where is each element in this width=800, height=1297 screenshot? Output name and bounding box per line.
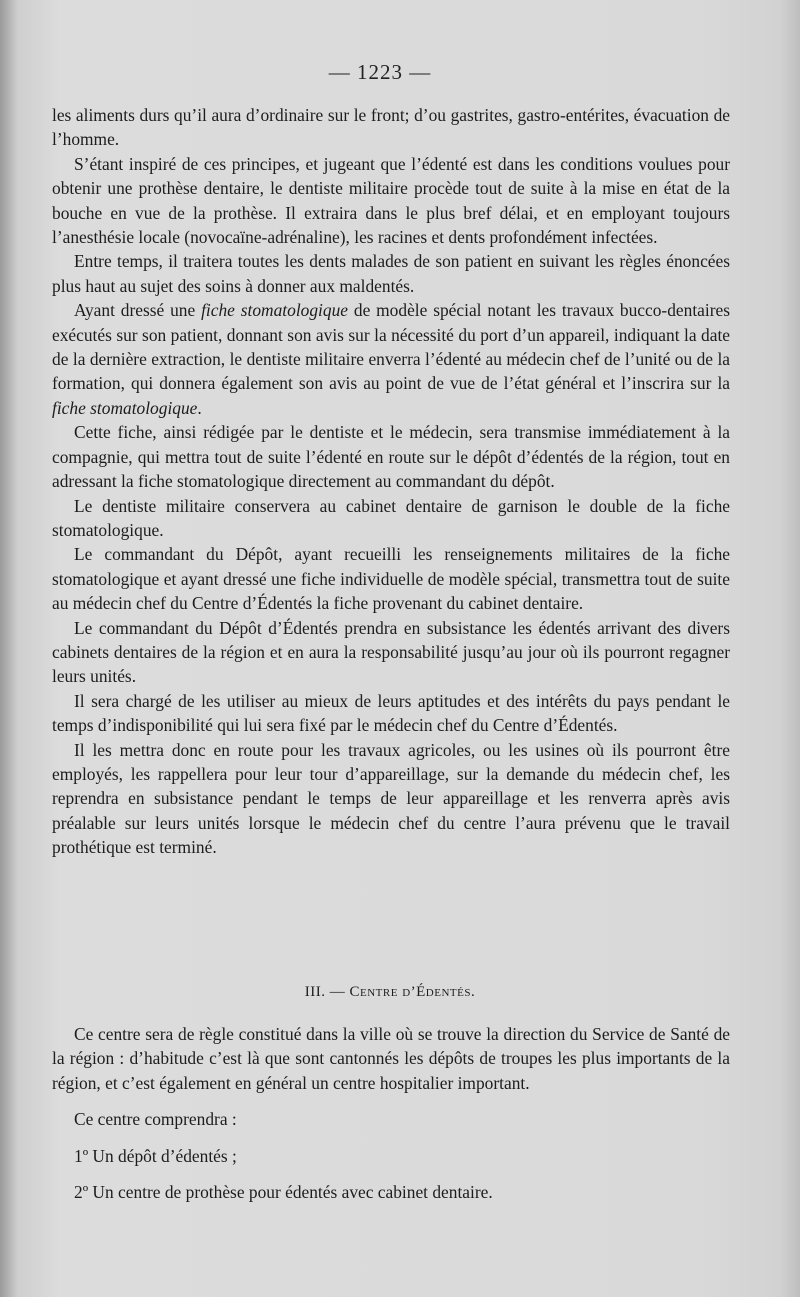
paragraph: Le commandant du Dépôt d’Édentés prendra en subsistance les édentés arrivant des divers cabinets dentaires de la région et en aura la responsabilité jusqu’au jour où ils pourront regagner leurs unités.: [52, 617, 730, 687]
paragraph-text: Ayant dressé une: [74, 300, 202, 321]
list-item: 1º Un dépôt d’édentés ;: [74, 1145, 237, 1166]
paragraph: Le commandant du Dépôt, ayant recueilli les renseignements militaires de la fiche stomatologique et ayant dressé une fiche individuelle de modèle spécial, transmettra tout de suite au médecin chef du Centre d’Édentés la fiche provenant du cabinet dentaire.: [52, 544, 730, 614]
paragraph: S’étant inspiré de ces principes, et jugeant que l’édenté est dans les conditions voulues pour obtenir une prothèse dentaire, le dentiste militaire procède tout de suite à la mise en état de la bouche en vue de la prothèse. Il extraira dans le plus bref délai, et en employant toujours l’anesthésie locale (novocaïne-adrénaline), les racines et dents profondément infectées.: [52, 153, 730, 248]
paragraph: Ce centre sera de règle constitué dans la ville où se trouve la direction du Service de Santé de la région : d’habitude c’est là que sont cantonnés les dépôts de troupes les plus importants de la région, et c’est également en général un centre hospitalier important.: [52, 1024, 730, 1093]
paragraph: les aliments durs qu’il aura d’ordinaire sur le front; d’ou gastrites, gastro-entérites, évacuation de l’homme.: [52, 105, 730, 150]
paragraph: Entre temps, il traitera toutes les dents malades de son patient en suivant les règles énoncées plus haut au sujet des soins à donner aux maldentés.: [52, 251, 730, 296]
paragraph: Il les mettra donc en route pour les travaux agricoles, ou les usines où ils pourront être employés, les rappellera pour leur tour d’appareillage, sur la demande du médecin chef, les reprendra en subsistance pendant le temps de leur appareillage et les renverra après avis préalable sur leurs unités lorsque le médecin chef du centre l’aura prévenu que le travail prothétique est terminé.: [52, 739, 730, 858]
page-number: — 1223 —: [328, 60, 432, 84]
body-text: [52, 103, 730, 860]
section-numeral: III. —: [304, 984, 346, 1000]
paragraph: Le dentiste militaire conservera au cabinet dentaire de garnison le double de la fiche stomatologique.: [52, 495, 730, 540]
paragraph: Ce centre comprendra :: [74, 1109, 237, 1130]
italic-term: fiche stomatologique: [52, 397, 198, 418]
paragraph-text: de modèle spécial notant les travaux bucco-dentaires exécutés sur son patient, donnant son avis sur la nécessité du port d’un appareil, indiquant la date de la dernière extraction, le dentiste militaire enverra l’édenté au médecin chef de l’unité ou de la formation, qui donnera également son avis au point de vue de l’état général et l’inscrira sur la: [52, 300, 730, 394]
paragraph-text: .: [197, 397, 202, 418]
paragraph: Cette fiche, ainsi rédigée par le dentiste et le médecin, sera transmise immédiatement à la compagnie, qui mettra tout de suite l’édenté en route sur le dépôt d’édentés de la région, tout en adressant la fiche stomatologique directement au commandant du dépôt.: [52, 422, 730, 492]
paragraph: [52, 298, 730, 420]
italic-term: fiche stomatologique: [201, 300, 348, 321]
list-item: 2º Un centre de prothèse pour édentés avec cabinet dentaire.: [74, 1182, 493, 1203]
paragraph: Il sera chargé de les utiliser au mieux de leurs aptitudes et des intérêts du pays pendant le temps d’indisponibilité qui lui sera fixé par le médecin chef du Centre d’Édentés.: [52, 690, 730, 736]
section-title: Centre d’Édentés.: [349, 984, 476, 1000]
section-text: [52, 1022, 730, 1204]
section-heading: [0, 984, 780, 1001]
